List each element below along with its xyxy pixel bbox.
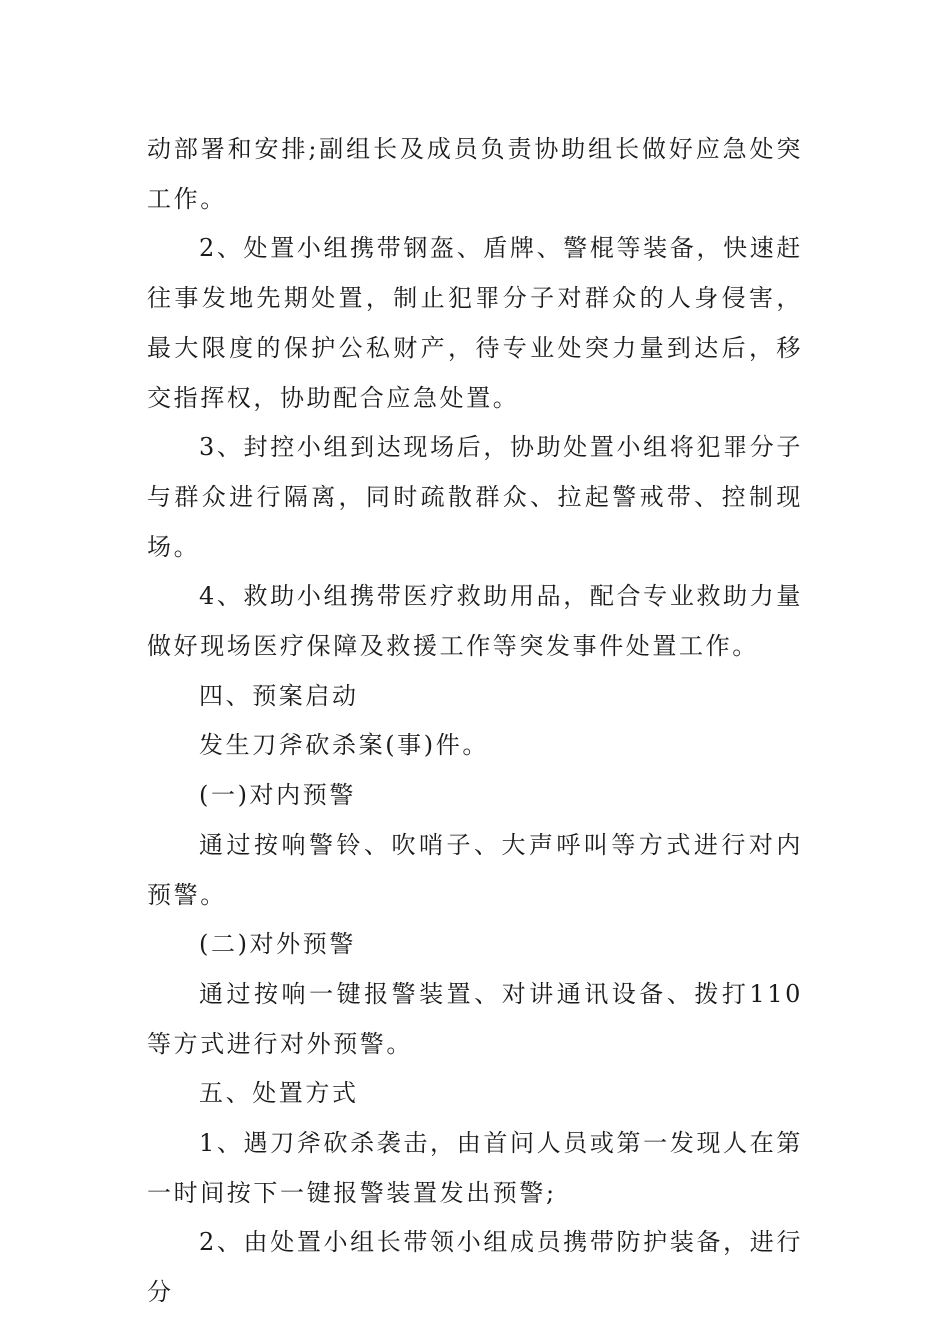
paragraph-item-4-rescue-team: 4、救助小组携带医疗救助用品，配合专业救助力量做好现场医疗保障及救援工作等突发事件处置工作。 <box>147 582 803 661</box>
document-body <box>147 125 803 1318</box>
paragraph-trigger-condition: 发生刀斧砍杀案(事)件。 <box>199 731 489 760</box>
paragraph-external-warning: 通过按响一键报警装置、对讲通讯设备、拨打110等方式进行对外预警。 <box>147 979 803 1058</box>
subheading-internal-warning: (一)对内预警 <box>199 781 356 810</box>
paragraph-continuation: 动部署和安排;副组长及成员负责协助组长做好应急处突工作。 <box>147 135 803 213</box>
paragraph-handling-step-2: 2、由处置小组长带领小组成员携带防护装备，进行分 <box>147 1228 803 1307</box>
paragraph-handling-step-1: 1、遇刀斧砍杀袭击，由首问人员或第一发现人在第一时间按下一键报警装置发出预警; <box>147 1129 803 1207</box>
subheading-external-warning: (二)对外预警 <box>199 930 356 959</box>
paragraph-internal-warning: 通过按响警铃、吹哨子、大声呼叫等方式进行对内预警。 <box>147 830 803 909</box>
paragraph-item-3-control-team: 3、封控小组到达现场后，协助处置小组将犯罪分子与群众进行隔离，同时疏散群众、拉起警戒带、控制现场。 <box>147 433 803 561</box>
paragraph-item-2-handling-team: 2、处置小组携带钢盔、盾牌、警棍等装备，快速赶往事发地先期处置，制止犯罪分子对群众的人身侵害，最大限度的保护公私财产，待专业处突力量到达后，移交指挥权，协助配合应急处置。 <box>147 234 803 412</box>
section-heading-plan-activation: 四、预案启动 <box>199 681 359 710</box>
section-heading-handling-method: 五、处置方式 <box>199 1079 359 1108</box>
